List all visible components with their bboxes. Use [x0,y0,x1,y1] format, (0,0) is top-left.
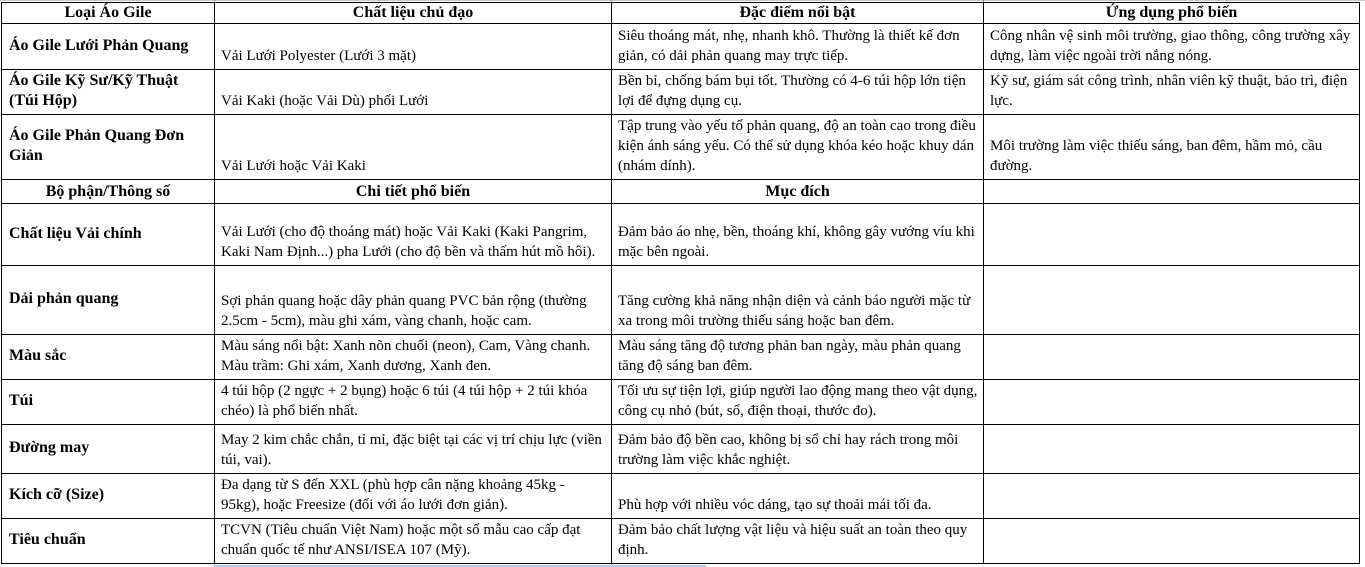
table-row [2,335,1360,380]
section2-header-row [2,180,1360,204]
detail-cell: Đa dạng từ S đến XXL (phù hợp cân nặng khoảng 45kg - 95kg), hoặc Freesize (đối với áo lưới đơn giản). [215,474,612,519]
empty-cell [984,204,1360,266]
detail-cell: TCVN (Tiêu chuẩn Việt Nam) hoặc một số mẫu cao cấp đạt chuẩn quốc tế như ANSI/ISEA 107 (Mỹ). [215,519,612,564]
purpose-cell: Đảm bảo độ bền cao, không bị sổ chỉ hay rách trong môi trường làm việc khắc nghiệt. [612,425,984,474]
section1-header-row [2,3,1360,24]
header-common-detail: Chi tiết phổ biến [215,180,612,204]
spec-label-cell: Túi [2,380,215,425]
empty-cell [984,474,1360,519]
empty-cell [984,425,1360,474]
empty-cell [984,266,1360,335]
table-row [2,24,1360,70]
features-cell: Bền bỉ, chống bám bụi tốt. Thường có 4-6 túi hộp lớn tiện lợi để đựng dụng cụ. [612,70,984,115]
header-key-features: Đặc điểm nổi bật [612,3,984,24]
purpose-cell: Màu sáng tăng độ tương phản ban ngày, màu phản quang tăng độ sáng ban đêm. [612,335,984,380]
header-empty [984,180,1360,204]
table-row [2,204,1360,266]
header-vest-type: Loại Áo Gile [2,3,215,24]
features-cell: Tập trung vào yếu tố phản quang, độ an toàn cao trong điều kiện ánh sáng yếu. Có thể sử dụng khóa kéo hoặc khuy dán (nhám dính). [612,115,984,180]
table-row [2,519,1360,564]
spec-label-cell: Dải phản quang [2,266,215,335]
purpose-cell: Tối ưu sự tiện lợi, giúp người lao động mang theo vật dụng, công cụ nhỏ (bút, sổ, điện thoại, thước đo). [612,380,984,425]
purpose-cell: Phù hợp với nhiều vóc dáng, tạo sự thoải mái tối đa. [612,474,984,519]
purpose-cell: Đảm bảo chất lượng vật liệu và hiệu suất an toàn theo quy định. [612,519,984,564]
empty-cell [984,335,1360,380]
spec-label-cell: Màu sắc [2,335,215,380]
header-main-material: Chất liệu chủ đạo [215,3,612,24]
table-row [2,380,1360,425]
vest-type-cell: Áo Gile Kỹ Sư/Kỹ Thuật (Túi Hộp) [2,70,215,115]
detail-cell: May 2 kim chắc chắn, tỉ mỉ, đặc biệt tại các vị trí chịu lực (viền túi, vai). [215,425,612,474]
table-row [2,70,1360,115]
detail-cell: Vải Lưới (cho độ thoáng mát) hoặc Vải Kaki (Kaki Pangrim, Kaki Nam Định...) pha Lưới (cho độ bền và thấm hút mồ hôi). [215,204,612,266]
header-common-applications: Ứng dụng phổ biến [984,3,1360,24]
vest-type-cell: Áo Gile Lưới Phản Quang [2,24,215,70]
spec-label-cell: Tiêu chuẩn [2,519,215,564]
applications-cell: Công nhân vệ sinh môi trường, giao thông, công trường xây dựng, làm việc ngoài trời nắng nóng. [984,24,1360,70]
applications-cell: Môi trường làm việc thiếu sáng, ban đêm, hầm mỏ, cầu đường. [984,115,1360,180]
material-cell: Vải Kaki (hoặc Vải Dù) phối Lưới [215,70,612,115]
applications-cell: Kỹ sư, giám sát công trình, nhân viên kỹ thuật, bảo trì, điện lực. [984,70,1360,115]
features-cell: Siêu thoáng mát, nhẹ, nhanh khô. Thường là thiết kế đơn giản, có dải phản quang may trực tiếp. [612,24,984,70]
spec-label-cell: Đường may [2,425,215,474]
vest-comparison-table [1,2,1360,564]
material-cell: Vải Lưới Polyester (Lưới 3 mặt) [215,24,612,70]
table-row [2,425,1360,474]
header-component-spec: Bộ phận/Thông số [2,180,215,204]
spec-label-cell: Kích cỡ (Size) [2,474,215,519]
table-row [2,474,1360,519]
purpose-cell: Đảm bảo áo nhẹ, bền, thoáng khí, không gây vướng víu khi mặc bên ngoài. [612,204,984,266]
detail-cell: Sợi phản quang hoặc dây phản quang PVC bản rộng (thường 2.5cm - 5cm), màu ghi xám, vàng chanh, hoặc cam. [215,266,612,335]
table-row [2,266,1360,335]
material-cell: Vải Lưới hoặc Vải Kaki [215,115,612,180]
header-purpose: Mục đích [612,180,984,204]
vest-type-cell: Áo Gile Phản Quang Đơn Giản [2,115,215,180]
purpose-cell: Tăng cường khả năng nhận diện và cảnh báo người mặc từ xa trong môi trường thiếu sáng hoặc ban đêm. [612,266,984,335]
empty-cell [984,380,1360,425]
grid-line-top [0,0,1365,1]
detail-cell: Màu sáng nổi bật: Xanh nõn chuối (neon), Cam, Vàng chanh. Màu trầm: Ghi xám, Xanh dương, Xanh đen. [215,335,612,380]
spec-label-cell: Chất liệu Vải chính [2,204,215,266]
empty-cell [984,519,1360,564]
detail-cell: 4 túi hộp (2 ngực + 2 bụng) hoặc 6 túi (4 túi hộp + 2 túi khóa chéo) là phổ biến nhất. [215,380,612,425]
table-row [2,115,1360,180]
